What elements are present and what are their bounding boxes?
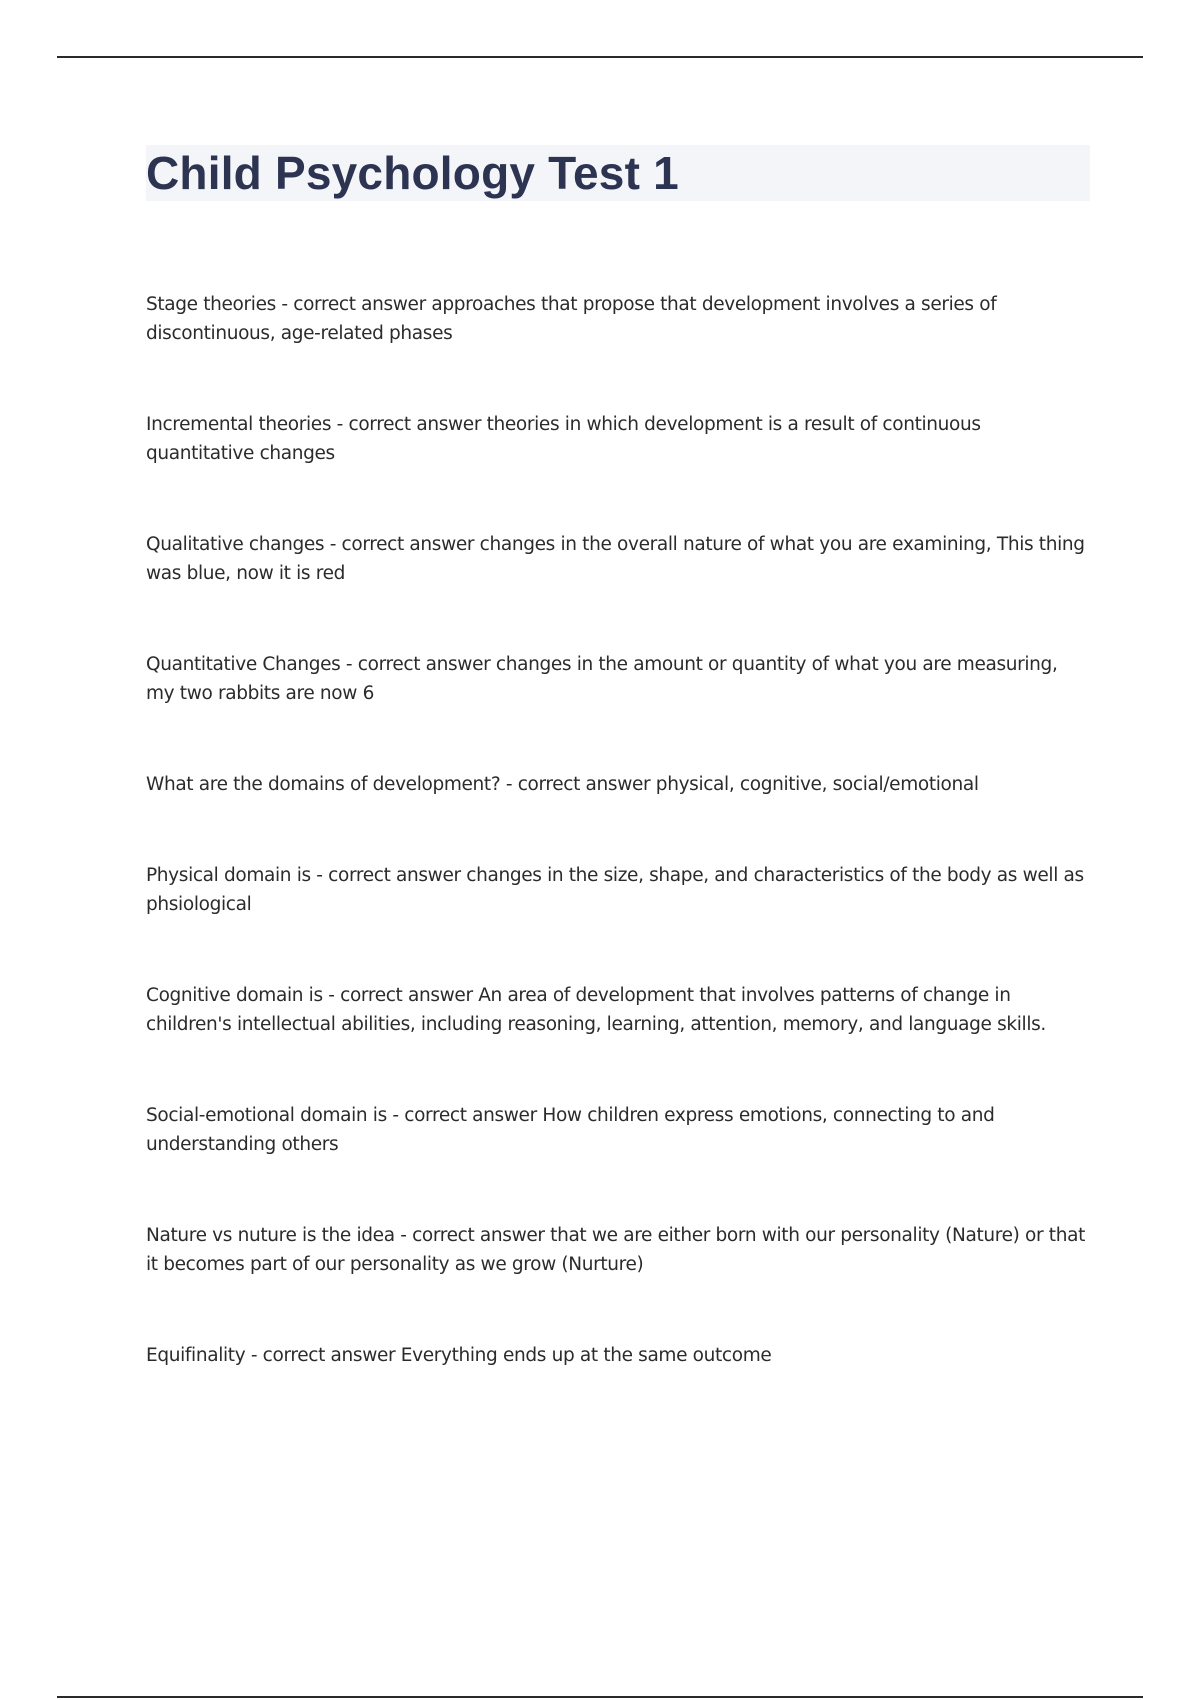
qa-list — [146, 290, 1091, 1432]
qa-entry-domains-of-development: What are the domains of development? - correct answer physical, cognitive, social/emotional — [146, 774, 979, 795]
top-rule — [57, 56, 1143, 58]
qa-entry-qualitative-changes: Qualitative changes - correct answer changes in the overall nature of what you are examining, This thing was blue, now it is red — [146, 534, 1085, 584]
qa-entry-quantitative-changes: Quantitative Changes - correct answer changes in the amount or quantity of what you are measuring, my two rabbits are now 6 — [146, 654, 1058, 704]
qa-entry-stage-theories: Stage theories - correct answer approaches that propose that development involves a series of discontinuous, age-related phases — [146, 294, 997, 344]
bottom-rule — [57, 1696, 1143, 1698]
qa-entry-incremental-theories: Incremental theories - correct answer theories in which development is a result of continuous quantitative changes — [146, 414, 981, 464]
qa-entry-cognitive-domain: Cognitive domain is - correct answer An area of development that involves patterns of change in children's intellectual abilities, including reasoning, learning, attention, memory, and language skills. — [146, 985, 1046, 1035]
qa-entry-social-emotional-domain: Social-emotional domain is - correct answer How children express emotions, connecting to and understanding others — [146, 1105, 995, 1155]
page-title: Child Psychology Test 1 — [146, 147, 679, 199]
qa-entry-physical-domain: Physical domain is - correct answer changes in the size, shape, and characteristics of the body as well as phsiological — [146, 865, 1084, 915]
qa-entry-nature-vs-nurture: Nature vs nuture is the idea - correct answer that we are either born with our personality (Nature) or that it becomes part of our personality as we grow (Nurture) — [146, 1225, 1085, 1275]
qa-entry-equifinality: Equifinality - correct answer Everything ends up at the same outcome — [146, 1345, 772, 1366]
